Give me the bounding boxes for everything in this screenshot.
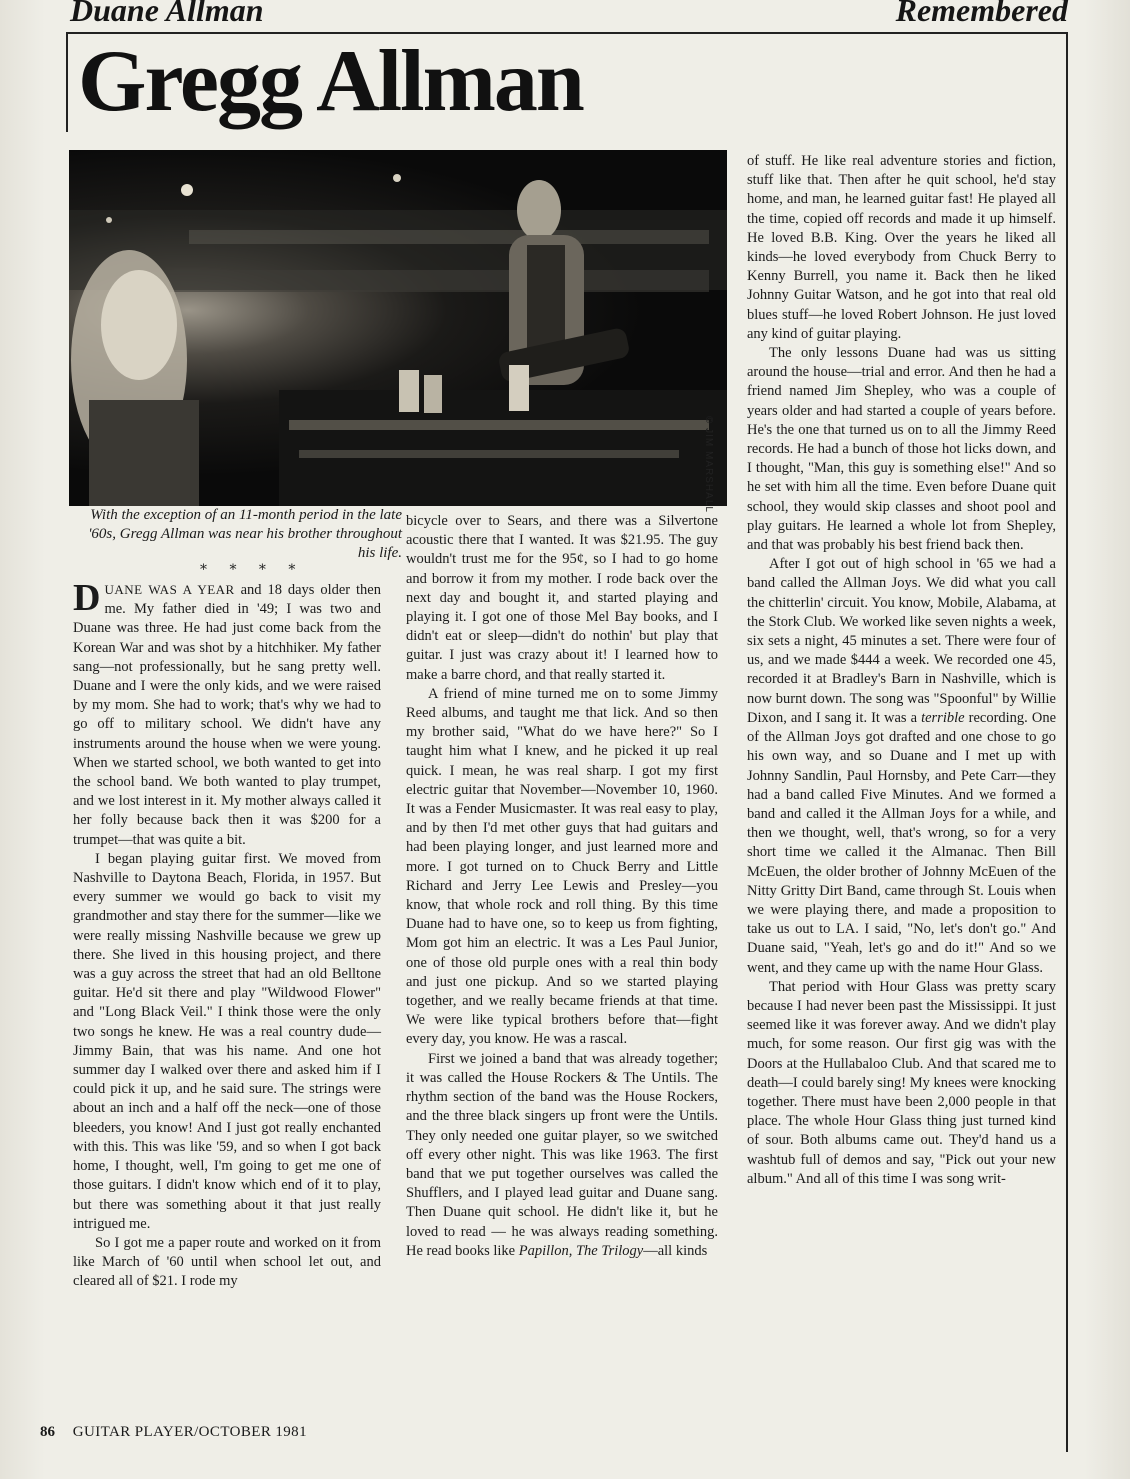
paragraph-2: I began playing guitar first. We moved from Nashville to Daytona Beach, Florida, in 1957. But every summer we would go back to visit my grandmother and stay there for the summer—like we were really missing Nashville because we grew up there. She lived in this housing project, and there was a guy across the street that had an old Belltone guitar. He'd sit there and play "Wildwood Flower" and "Long Black Veil." I think those were the only two songs he knew. He was a real country dude—Jimmy Bain, that was his name. And one hot summer day I walked over there and asked him if I could pick it up, and he said sure. The strings were about an inch and a half off the neck—one of those bleeders, you know! And I just got really enchanted with this. This was like '59, and so when I got back home, I thought, well, I'm going to get me one of those guitars. I didn't know which end of it to play, but there was something about it that just really intrigued me. (73, 850, 381, 1232)
left-rule (66, 32, 68, 132)
paragraph-4: A friend of mine turned me on to some Jimmy Reed albums, and taught me that lick. And so then my brother said, "What do we have here?" So I taught him what I knew, and he picked it up real quick. I mean, he was real sharp. I got my first electric guitar that November—November 10, 1960. It was a Fender Musicmaster. It was real easy to play, and by then I'd met other guys that had guitars and had been playing longer, and just learned more and more. I got turned on to Chuck Berry and Little Richard and Jerry Lee Lewis and Presley—you know, that whole rock and roll thing. By this time Duane had to have one, so to keep us from fighting, Mom got him an electric. It was a Les Paul Junior, one of those old purple ones with a real thin body and just one pickup. And so we started playing together, and we really became friends at that time. We were like typical brothers before that—fight every day, you know. He was a rascal. (406, 685, 718, 1048)
photo-illustration (69, 150, 727, 506)
paragraph-7: After I got out of high school in '65 we had a band called the Allman Joys. We did what you call the chitterlin' circuit. You know, Mobile, Alabama, at the Stork Club. We worked like seven nights a week, six sets a night, 45 minutes a set. There were four of us, and we made $444 a week. We recorded one 45, recorded it at Bradley's Barn in Nashville, which is now burnt down. The song was "Spoonful" by Willie Dixon, and I sang it. It was a terrible recording. One of the Allman Joys got drafted and one chose to go his own way, and so Duane and I met up with Johnny Sandlin, Paul Hornsby, and Pete Carr—they had a band called Five Minutes. And we formed a band and called it the Allman Joys for a while, and then we thought, well, that's wrong, so for a very short time we called it the Almanac. Then Bill McEuen, the older brother of Johnny McEuen of the Nitty Gritty Dirt Band, came through St. Louis when we were playing there, and made a proposition to take us out to LA. I said, "No, let's don't go." And Duane said, "Yeah, let's go and do it!" And so we went, and they came up with the name Hour Glass. (747, 556, 1056, 976)
magazine-issue: GUITAR PLAYER/OCTOBER 1981 (72, 1424, 307, 1440)
article-title: Gregg Allman (78, 33, 583, 130)
article-column-3 (747, 152, 1056, 1189)
concert-photo (69, 150, 727, 506)
article-column-1 (73, 577, 381, 1292)
emphasis-terrible: terrible (921, 709, 965, 726)
section-header-right: Remembered (895, 0, 1068, 28)
paragraph-5-end: of stuff. He like real adventure stories and fiction, stuff like that. Then after he quit school, he'd stay home, and man, he learned guitar fast! He played all the time, copied off records and made it up himself. He loved B.B. King. Over the years he liked all kinds—he loved everybody from Chuck Berry to Kenny Burrell, you name it. Back then he liked Johnny Guitar Watson, and he got into that real old blues stuff—he loved Robert Johnson. He just loved any kind of guitar playing. (747, 153, 1056, 342)
section-divider: * * * * (200, 562, 305, 578)
drop-cap: D (73, 577, 101, 619)
page-footer (40, 1424, 307, 1441)
article-column-2 (406, 512, 718, 1261)
book-title: Papillon, The Trilogy (518, 1242, 644, 1259)
section-header-left: Duane Allman (70, 0, 264, 28)
paragraph-6: The only lessons Duane had was us sitting around the house—trial and error. And then he had a friend named Jim Shepley, who was a couple of years older and had started a couple of years before. He's the one that turned us on to all the Jimmy Reed records. He had a bunch of those hot licks down, and I thought, "Man, this guy is something else!" And so he set with him all the time. Even before Duane quit school, they would skip classes and shoot pool and play guitars. He learned a whole lot from Shepley, and that was probably his best friend back then. (747, 345, 1056, 554)
photo-caption: With the exception of an 11-month period in the late '60s, Gregg Allman was near his brother throughout his life. (88, 507, 402, 561)
right-rule (1066, 32, 1068, 1452)
paragraph-5: First we joined a band that was already together; it was called the House Rockers & The Untils. The rhythm section of the band was the House Rockers, and the three black singers up front were the Untils. They only needed one guitar player, so we switched off every other night. This was like 1963. The first band that we put together ourselves was called the Shufflers, and I played lead guitar and Duane sang. Then Duane quit school. He didn't like it, but he loved to read — he was always reading something. He read books like Papillon, The Trilogy—all kinds (406, 1050, 718, 1259)
page-number: 86 (40, 1424, 55, 1440)
paragraph-1: DUANE WAS A YEAR and 18 days older then me. My father died in '49; I was two and Duane was three. He had just come back from the Korean War and was shot by a hitchhiker. My father sang—not professionally, but he sang pretty well. Duane and I were the only kids, and we were raised by my mom. She had to work; that's why we had to go off to military school. We didn't have any instruments around the house when we were young. When we started school, we both wanted to get into the school band. We both wanted to play trumpet, and we lost interest in it. My mother always called it her folly because back then it was $200 for a trumpet—that was quite a bit. (73, 577, 381, 848)
photo-credit: © JIM MARSHALL (703, 416, 714, 513)
paragraph-3-end: bicycle over to Sears, and there was a Silvertone acoustic there that I wanted. It was $21.95. The guy wouldn't trust me for the 95¢, so I had to go home and borrow it from my mother. I rode back over the next day and bought it, and started playing and playing it. I got one of those Mel Bay books, and I didn't eat or sleep—didn't do nothin' but play that guitar. I just was crazy about it! I learned how to make a barre chord, and that really started it. (406, 513, 718, 683)
lead-in: UANE WAS A YEAR (104, 582, 235, 597)
paragraph-3-start: So I got me a paper route and worked on it from like March of '60 until when school let out, and cleared all of $21. I rode my (73, 1234, 381, 1290)
paragraph-8: That period with Hour Glass was pretty scary because I had never been past the Mississippi. It just seemed like it was forever away. And we didn't play much, for some reason. Our first gig was with the Doors at the Hullabaloo Club. And that scared me to death—I could barely sing! My knees were knocking together. There must have been 2,000 people in that place. The whole Hour Glass thing just turned kind of sour. Both albums came out. They'd hand us a washtub full of demos and say, "Pick out your new album." And all of this time I was song writ- (747, 978, 1056, 1187)
